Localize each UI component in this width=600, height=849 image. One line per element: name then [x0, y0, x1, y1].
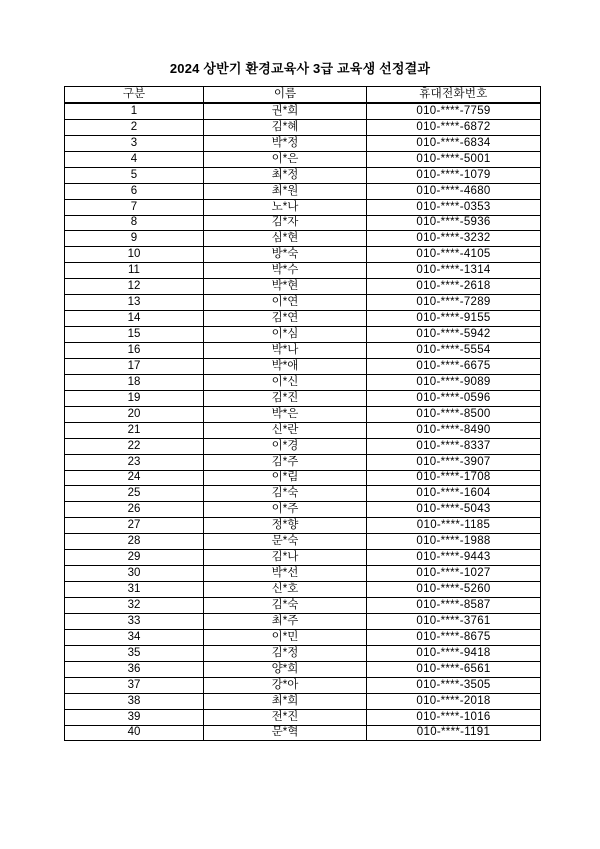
name-cell: 김*혜 — [204, 119, 367, 135]
name-cell: 이*신 — [204, 374, 367, 390]
phone-cell: 010-****-5554 — [367, 343, 541, 359]
row-number-cell: 5 — [65, 167, 204, 183]
phone-cell: 010-****-1604 — [367, 486, 541, 502]
name-cell: 박*수 — [204, 263, 367, 279]
name-cell: 김*진 — [204, 390, 367, 406]
row-number-cell: 34 — [65, 629, 204, 645]
phone-cell: 010-****-1185 — [367, 518, 541, 534]
name-cell: 김*숙 — [204, 598, 367, 614]
table-row — [65, 135, 541, 151]
table-row — [65, 215, 541, 231]
name-cell: 박*현 — [204, 279, 367, 295]
name-cell: 박*나 — [204, 343, 367, 359]
row-number-cell: 31 — [65, 582, 204, 598]
phone-cell: 010-****-9089 — [367, 374, 541, 390]
name-cell: 김*숙 — [204, 486, 367, 502]
name-cell: 권*희 — [204, 103, 367, 119]
table-row — [65, 613, 541, 629]
phone-cell: 010-****-9443 — [367, 550, 541, 566]
name-cell: 양*희 — [204, 661, 367, 677]
phone-cell: 010-****-6675 — [367, 358, 541, 374]
table-row — [65, 247, 541, 263]
phone-cell: 010-****-9155 — [367, 311, 541, 327]
name-cell: 최*정 — [204, 167, 367, 183]
row-number-cell: 3 — [65, 135, 204, 151]
row-number-cell: 40 — [65, 725, 204, 741]
phone-cell: 010-****-3907 — [367, 454, 541, 470]
row-number-cell: 7 — [65, 199, 204, 215]
row-number-cell: 17 — [65, 358, 204, 374]
table-row — [65, 693, 541, 709]
phone-cell: 010-****-8490 — [367, 422, 541, 438]
row-number-cell: 39 — [65, 709, 204, 725]
table-row — [65, 502, 541, 518]
table-row — [65, 518, 541, 534]
table-row — [65, 374, 541, 390]
table-row — [65, 534, 541, 550]
table-row — [65, 677, 541, 693]
table-row — [65, 151, 541, 167]
name-cell: 이*민 — [204, 629, 367, 645]
table-header — [65, 87, 541, 103]
table-body — [65, 103, 541, 741]
phone-cell: 010-****-1708 — [367, 470, 541, 486]
row-number-cell: 9 — [65, 231, 204, 247]
phone-cell: 010-****-8675 — [367, 629, 541, 645]
table-row — [65, 231, 541, 247]
name-cell: 방*숙 — [204, 247, 367, 263]
row-number-cell: 22 — [65, 438, 204, 454]
phone-cell: 010-****-9418 — [367, 645, 541, 661]
phone-cell: 010-****-7759 — [367, 103, 541, 119]
phone-cell: 010-****-7289 — [367, 295, 541, 311]
phone-cell: 010-****-0596 — [367, 390, 541, 406]
phone-cell: 010-****-8587 — [367, 598, 541, 614]
row-number-cell: 23 — [65, 454, 204, 470]
phone-cell: 010-****-4680 — [367, 183, 541, 199]
row-number-cell: 14 — [65, 311, 204, 327]
name-cell: 강*아 — [204, 677, 367, 693]
row-number-cell: 25 — [65, 486, 204, 502]
phone-cell: 010-****-3232 — [367, 231, 541, 247]
column-header-phone: 휴대전화번호 — [367, 87, 541, 103]
table-row — [65, 406, 541, 422]
phone-cell: 010-****-0353 — [367, 199, 541, 215]
name-cell: 박*정 — [204, 135, 367, 151]
table-row — [65, 199, 541, 215]
phone-cell: 010-****-6561 — [367, 661, 541, 677]
name-cell: 김*자 — [204, 215, 367, 231]
row-number-cell: 10 — [65, 247, 204, 263]
phone-cell: 010-****-1016 — [367, 709, 541, 725]
table-row — [65, 486, 541, 502]
phone-cell: 010-****-3505 — [367, 677, 541, 693]
phone-cell: 010-****-1191 — [367, 725, 541, 741]
name-cell: 심*현 — [204, 231, 367, 247]
table-row — [65, 263, 541, 279]
name-cell: 김*연 — [204, 311, 367, 327]
table-row — [65, 470, 541, 486]
table-row — [65, 279, 541, 295]
name-cell: 박*선 — [204, 566, 367, 582]
name-cell: 박*애 — [204, 358, 367, 374]
row-number-cell: 33 — [65, 613, 204, 629]
row-number-cell: 1 — [65, 103, 204, 119]
phone-cell: 010-****-6834 — [367, 135, 541, 151]
phone-cell: 010-****-1988 — [367, 534, 541, 550]
table-row — [65, 550, 541, 566]
row-number-cell: 4 — [65, 151, 204, 167]
row-number-cell: 30 — [65, 566, 204, 582]
row-number-cell: 6 — [65, 183, 204, 199]
table-row — [65, 709, 541, 725]
table-row — [65, 661, 541, 677]
name-cell: 최*원 — [204, 183, 367, 199]
name-cell: 문*혁 — [204, 725, 367, 741]
name-cell: 이*경 — [204, 438, 367, 454]
phone-cell: 010-****-5260 — [367, 582, 541, 598]
table-row — [65, 343, 541, 359]
selection-results-table — [64, 86, 541, 741]
phone-cell: 010-****-2018 — [367, 693, 541, 709]
name-cell: 정*향 — [204, 518, 367, 534]
phone-cell: 010-****-1027 — [367, 566, 541, 582]
table-row — [65, 645, 541, 661]
row-number-cell: 26 — [65, 502, 204, 518]
name-cell: 이*은 — [204, 151, 367, 167]
name-cell: 이*림 — [204, 470, 367, 486]
table-row — [65, 167, 541, 183]
name-cell: 이*심 — [204, 327, 367, 343]
row-number-cell: 16 — [65, 343, 204, 359]
row-number-cell: 28 — [65, 534, 204, 550]
row-number-cell: 12 — [65, 279, 204, 295]
row-number-cell: 29 — [65, 550, 204, 566]
table-row — [65, 183, 541, 199]
row-number-cell: 38 — [65, 693, 204, 709]
phone-cell: 010-****-1314 — [367, 263, 541, 279]
table-row — [65, 629, 541, 645]
table-row — [65, 422, 541, 438]
row-number-cell: 18 — [65, 374, 204, 390]
name-cell: 노*나 — [204, 199, 367, 215]
row-number-cell: 11 — [65, 263, 204, 279]
name-cell: 김*나 — [204, 550, 367, 566]
table-row — [65, 103, 541, 119]
phone-cell: 010-****-5942 — [367, 327, 541, 343]
phone-cell: 010-****-5936 — [367, 215, 541, 231]
row-number-cell: 27 — [65, 518, 204, 534]
row-number-cell: 36 — [65, 661, 204, 677]
name-cell: 최*주 — [204, 613, 367, 629]
name-cell: 김*주 — [204, 454, 367, 470]
name-cell: 신*란 — [204, 422, 367, 438]
name-cell: 박*은 — [204, 406, 367, 422]
row-number-cell: 21 — [65, 422, 204, 438]
table-row — [65, 566, 541, 582]
header-row — [65, 87, 541, 103]
table-row — [65, 119, 541, 135]
name-cell: 문*숙 — [204, 534, 367, 550]
row-number-cell: 37 — [65, 677, 204, 693]
phone-cell: 010-****-1079 — [367, 167, 541, 183]
phone-cell: 010-****-3761 — [367, 613, 541, 629]
phone-cell: 010-****-2618 — [367, 279, 541, 295]
table-row — [65, 358, 541, 374]
name-cell: 최*희 — [204, 693, 367, 709]
table-row — [65, 327, 541, 343]
row-number-cell: 15 — [65, 327, 204, 343]
phone-cell: 010-****-4105 — [367, 247, 541, 263]
phone-cell: 010-****-5001 — [367, 151, 541, 167]
name-cell: 이*주 — [204, 502, 367, 518]
row-number-cell: 2 — [65, 119, 204, 135]
phone-cell: 010-****-5043 — [367, 502, 541, 518]
column-header-name: 이름 — [204, 87, 367, 103]
table-row — [65, 438, 541, 454]
row-number-cell: 20 — [65, 406, 204, 422]
row-number-cell: 8 — [65, 215, 204, 231]
page-title: 2024 상반기 환경교육사 3급 교육생 선정결과 — [169, 61, 431, 76]
row-number-cell: 32 — [65, 598, 204, 614]
row-number-cell: 19 — [65, 390, 204, 406]
phone-cell: 010-****-8337 — [367, 438, 541, 454]
table-row — [65, 725, 541, 741]
table-row — [65, 454, 541, 470]
row-number-cell: 13 — [65, 295, 204, 311]
table-row — [65, 582, 541, 598]
name-cell: 이*연 — [204, 295, 367, 311]
table-row — [65, 295, 541, 311]
table-row — [65, 598, 541, 614]
column-header-number: 구분 — [65, 87, 204, 103]
phone-cell: 010-****-8500 — [367, 406, 541, 422]
name-cell: 전*진 — [204, 709, 367, 725]
table-row — [65, 390, 541, 406]
row-number-cell: 24 — [65, 470, 204, 486]
table-row — [65, 311, 541, 327]
name-cell: 김*정 — [204, 645, 367, 661]
phone-cell: 010-****-6872 — [367, 119, 541, 135]
name-cell: 신*호 — [204, 582, 367, 598]
row-number-cell: 35 — [65, 645, 204, 661]
